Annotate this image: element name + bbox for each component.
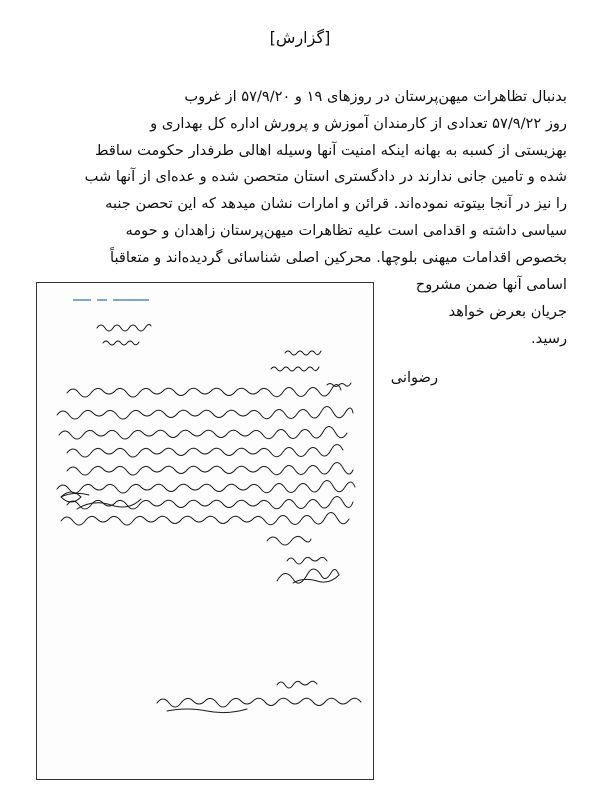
handwriting-image (37, 283, 373, 779)
body-line: را نیز در آنجا بیتوته نموده‌اند. قرائن و امارات نشان میدهد که این تحصن جنبه (105, 195, 567, 213)
tail-line: اسامی آنها ضمن مشروح (415, 276, 567, 293)
page-title: [گزارش] (269, 28, 331, 47)
body-line: بهزیستی از کسبه به بهانه اینکه امنیت آنها وسیله اهالی طرفدار حکومت ساقط (95, 141, 567, 159)
handwriting-strokes (57, 324, 361, 712)
report-tail (378, 272, 567, 352)
body-line: بخصوص اقدامات میهنی بلوچها. محرکین اصلی شناسائی گردیده‌اند و متعاقباً (110, 248, 567, 266)
body-line: شده و تامین جانی ندارند در دادگستری استان متحصن شده و عده‌ای از آنها شب (84, 168, 567, 186)
body-line: روز ۵۷/۹/۲۲ تعدادی از کارمندان آموزش و پرورش اداره کل بهداری و (150, 114, 567, 132)
tail-line: رسید. (531, 329, 567, 347)
signature-name: رضوانی (390, 369, 438, 386)
body-line: بدنبال تظاهرات میهن‌پرستان در روزهای ۱۹ و ۵۷/۹/۲۰ از غروب (184, 88, 567, 105)
body-line: سیاسی داشته و اقدامی است علیه تظاهرات میهن‌پرستان زاهدان و حومه (125, 221, 567, 239)
handwritten-document-scan (36, 282, 374, 780)
report-body (33, 84, 567, 272)
tail-line: جریان بعرض خواهد (448, 302, 567, 320)
